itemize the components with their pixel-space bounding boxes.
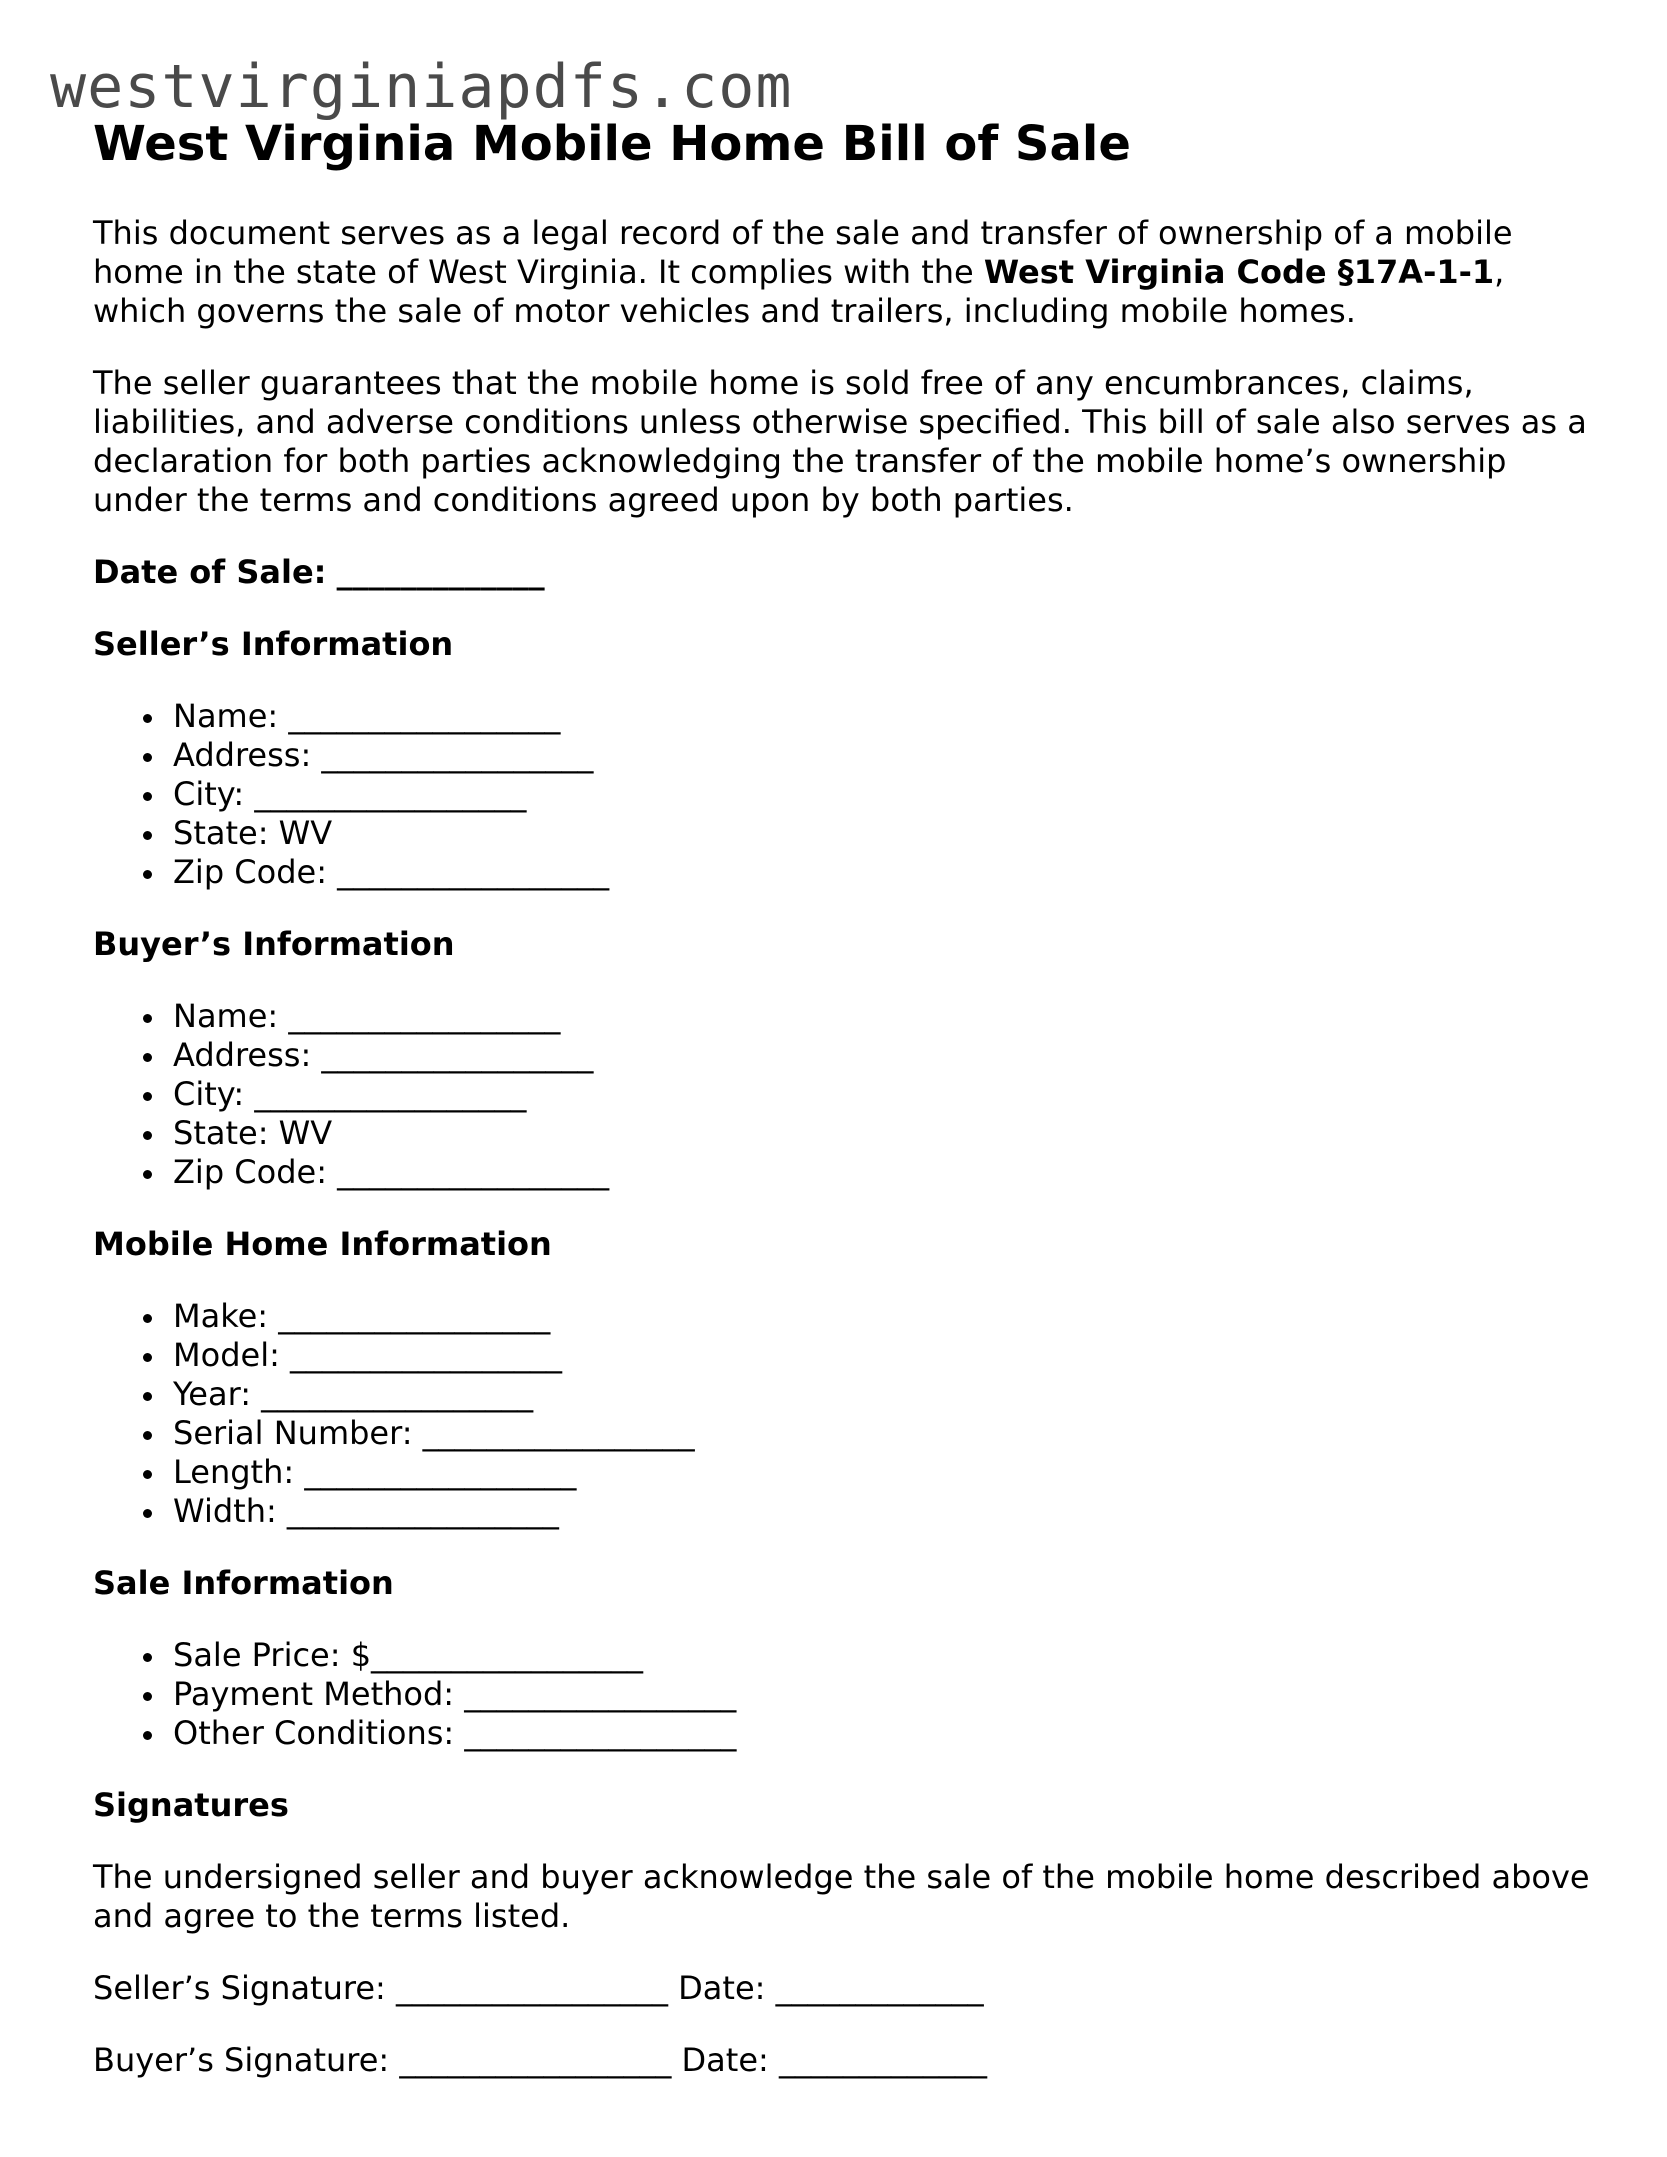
intro-text-before: This document serves as a legal record of the sale and transfer of ownership of a mobile home in the state of West Virginia. It complies with the xyxy=(93,214,1513,291)
serial-number-field[interactable]: Serial Number: _________________ xyxy=(173,1414,1593,1453)
width-field[interactable]: Width: _________________ xyxy=(173,1492,1593,1531)
sale-heading: Sale Information xyxy=(93,1564,394,1602)
seller-address-field[interactable]: Address: _________________ xyxy=(173,736,1593,775)
buyer-list xyxy=(93,997,1593,1192)
seller-signature-line[interactable]: Seller’s Signature: _________________ Date: _____________ xyxy=(93,1969,984,2007)
seller-heading: Seller’s Information xyxy=(93,625,454,663)
buyer-heading: Buyer’s Information xyxy=(93,925,455,963)
seller-list xyxy=(93,697,1593,892)
make-field[interactable]: Make: _________________ xyxy=(173,1297,1593,1336)
mobile-home-heading: Mobile Home Information xyxy=(93,1225,552,1263)
intro-text-after: , which governs the sale of motor vehicles and trailers, including mobile homes. xyxy=(93,253,1505,330)
seller-state-field: State: WV xyxy=(173,814,1593,853)
intro-paragraph-1 xyxy=(93,214,1593,331)
document-title: West Virginia Mobile Home Bill of Sale xyxy=(93,116,1131,172)
date-of-sale-label: Date of Sale: xyxy=(93,553,327,591)
year-field[interactable]: Year: _________________ xyxy=(173,1375,1593,1414)
sale-list xyxy=(93,1636,1593,1753)
date-of-sale-blank[interactable]: _____________ xyxy=(336,553,545,591)
seller-zip-field[interactable]: Zip Code: _________________ xyxy=(173,853,1593,892)
date-of-sale xyxy=(93,553,1593,592)
document-body xyxy=(93,114,1593,2113)
payment-method-field[interactable]: Payment Method: _________________ xyxy=(173,1675,1593,1714)
model-field[interactable]: Model: _________________ xyxy=(173,1336,1593,1375)
buyer-name-field[interactable]: Name: _________________ xyxy=(173,997,1593,1036)
mobile-home-list xyxy=(93,1297,1593,1531)
buyer-city-field[interactable]: City: _________________ xyxy=(173,1075,1593,1114)
seller-city-field[interactable]: City: _________________ xyxy=(173,775,1593,814)
buyer-zip-field[interactable]: Zip Code: _________________ xyxy=(173,1153,1593,1192)
length-field[interactable]: Length: _________________ xyxy=(173,1453,1593,1492)
buyer-state-field: State: WV xyxy=(173,1114,1593,1153)
buyer-signature-line[interactable]: Buyer’s Signature: _________________ Date: _____________ xyxy=(93,2041,987,2079)
sale-price-field[interactable]: Sale Price: $_________________ xyxy=(173,1636,1593,1675)
signatures-heading: Signatures xyxy=(93,1786,289,1824)
intro-paragraph-2: The seller guarantees that the mobile home is sold free of any encumbrances, claims, liabilities, and adverse conditions unless otherwise specified. This bill of sale also serves as a declaration for both parties acknowledging the transfer of the mobile home’s ownership under the terms and conditions agreed upon by both parties. xyxy=(93,364,1587,519)
code-reference: West Virginia Code §17A-1-1 xyxy=(983,253,1495,291)
watermark: westvirginiapdfs.com xyxy=(50,52,793,122)
signatures-text: The undersigned seller and buyer acknowledge the sale of the mobile home described above and agree to the terms listed. xyxy=(93,1858,1590,1935)
other-conditions-field[interactable]: Other Conditions: _________________ xyxy=(173,1714,1593,1753)
buyer-address-field[interactable]: Address: _________________ xyxy=(173,1036,1593,1075)
seller-name-field[interactable]: Name: _________________ xyxy=(173,697,1593,736)
